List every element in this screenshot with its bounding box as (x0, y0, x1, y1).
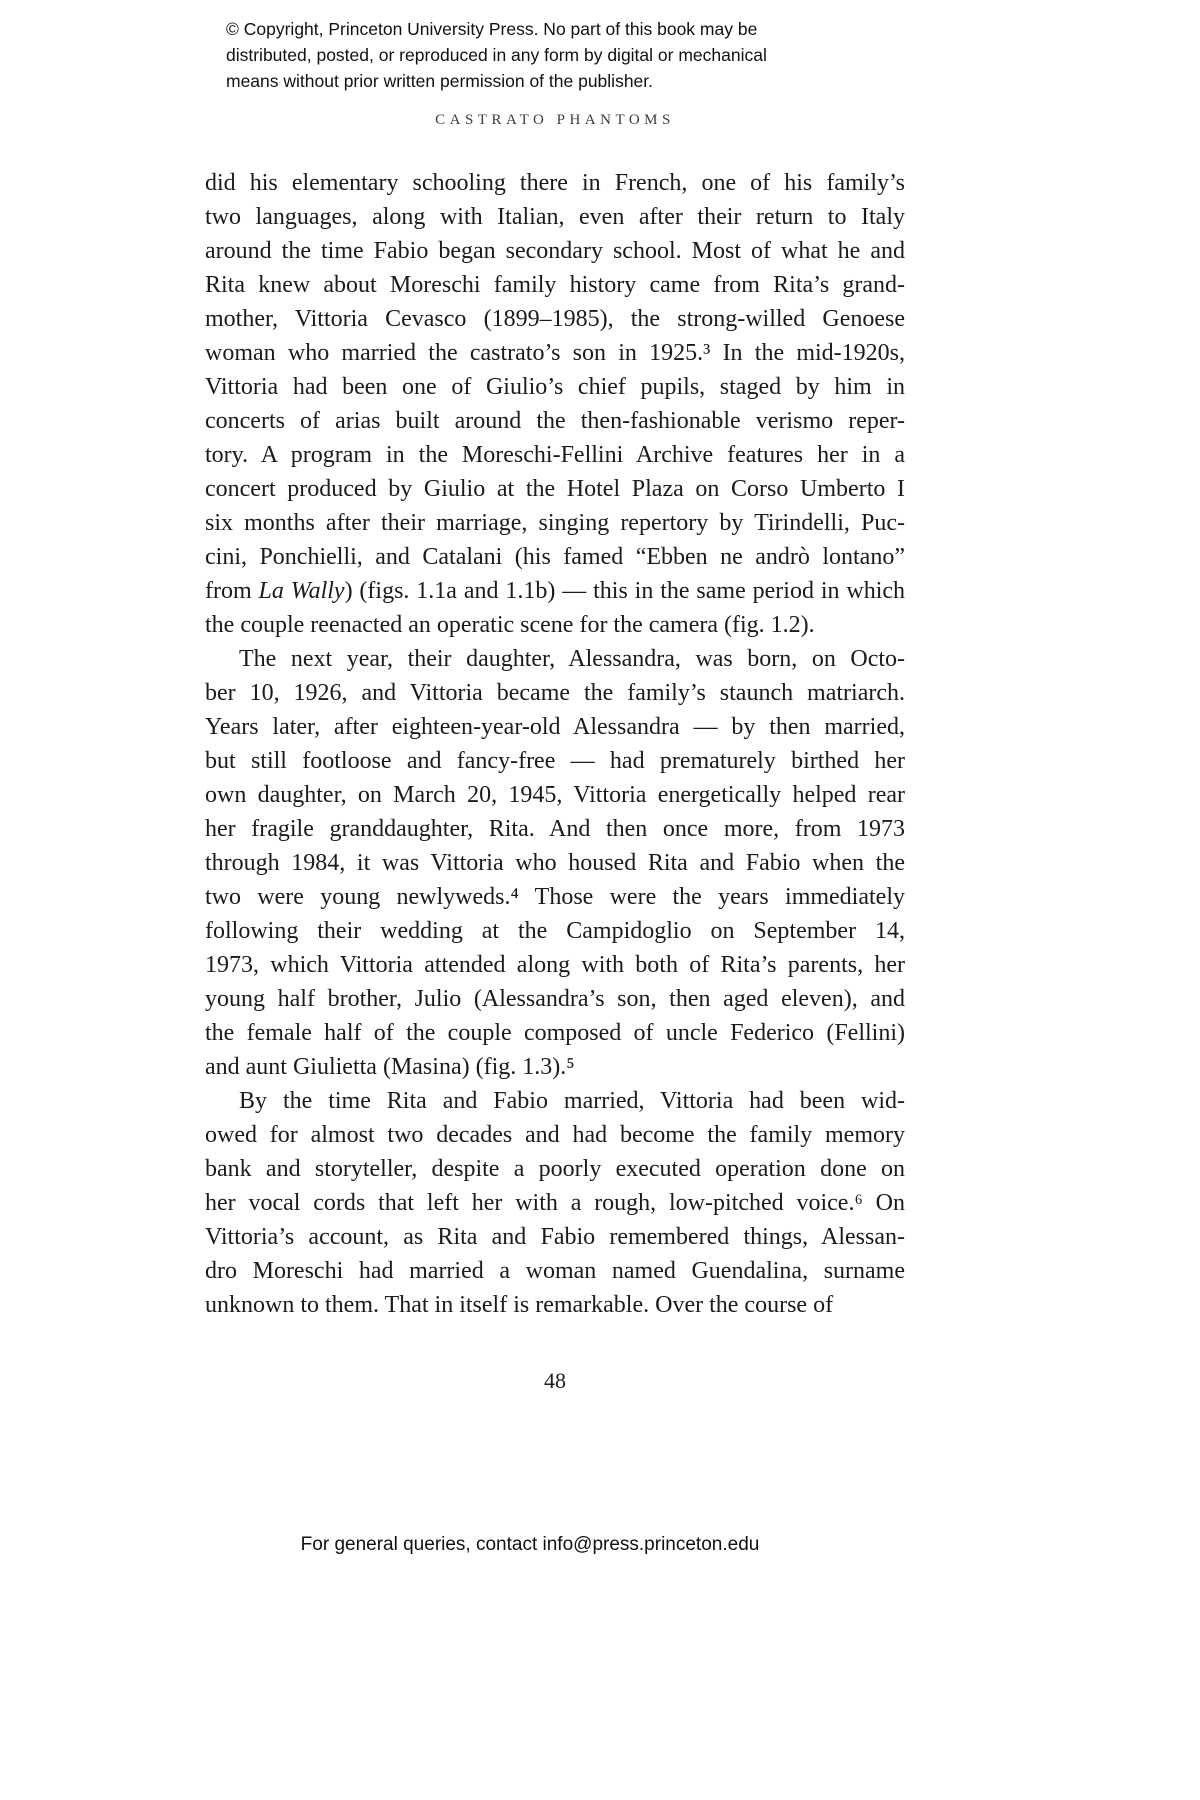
text-line: two languages, along with Italian, even after their return to Italy (205, 204, 905, 230)
text-line: By the time Rita and Fabio married, Vittoria had been wid- (239, 1088, 905, 1114)
copyright-line: © Copyright, Princeton University Press. No part of this book may be (226, 19, 758, 39)
running-header: CASTRATO PHANTOMS (435, 112, 675, 128)
text-line: Vittoria’s account, as Rita and Fabio remembered things, Alessan- (205, 1224, 905, 1250)
text-line: mother, Vittoria Cevasco (1899–1985), the strong-willed Genoese (205, 306, 905, 332)
copyright-line: means without prior written permission of the publisher. (226, 71, 654, 91)
text-line: Rita knew about Moreschi family history came from Rita’s grand- (205, 272, 905, 298)
body-text (205, 166, 905, 1322)
text-line: but still footloose and fancy-free — had prematurely birthed her (205, 748, 905, 774)
text-line: concerts of arias built around the then-fashionable verismo reper- (205, 408, 905, 434)
paragraph (205, 642, 905, 1084)
paragraph (205, 1084, 905, 1322)
text-line: Years later, after eighteen-year-old Alessandra — by then married, (205, 714, 905, 740)
copyright-line: distributed, posted, or reproduced in any form by digital or mechanical (226, 45, 767, 65)
text-line: dro Moreschi had married a woman named Guendalina, surname (205, 1258, 905, 1284)
text-line: the female half of the couple composed of uncle Federico (Fellini) (205, 1020, 905, 1046)
text-line: concert produced by Giulio at the Hotel Plaza on Corso Umberto I (205, 476, 905, 502)
paragraph (205, 166, 905, 642)
text-line: tory. A program in the Moreschi-Fellini Archive features her in a (205, 442, 905, 468)
text-line: woman who married the castrato’s son in 1925.³ In the mid-1920s, (205, 340, 905, 366)
text-line: the couple reenacted an operatic scene for the camera (fig. 1.2). (205, 612, 815, 638)
text-line: The next year, their daughter, Alessandra, was born, on Octo- (239, 646, 905, 672)
text-line: Vittoria had been one of Giulio’s chief pupils, staged by him in (205, 374, 905, 400)
text-line: her fragile granddaughter, Rita. And then once more, from 1973 (205, 816, 905, 842)
text-line: 1973, which Vittoria attended along with both of Rita’s parents, her (205, 952, 905, 978)
copyright-notice (226, 16, 866, 94)
text-line: from La Wally) (figs. 1.1a and 1.1b) — this in the same period in which (205, 578, 906, 604)
text-line: her vocal cords that left her with a rough, low-pitched voice.⁶ On (205, 1190, 905, 1216)
text-line: two were young newlyweds.⁴ Those were the years immediately (205, 884, 905, 910)
text-line: ber 10, 1926, and Vittoria became the family’s staunch matriarch. (205, 680, 905, 706)
text-line: own daughter, on March 20, 1945, Vittoria energetically helped rear (205, 782, 905, 808)
page-number: 48 (544, 1368, 566, 1393)
text-line: did his elementary schooling there in French, one of his family’s (205, 170, 905, 196)
text-line: six months after their marriage, singing repertory by Tirindelli, Puc- (205, 510, 905, 536)
text-line: bank and storyteller, despite a poorly executed operation done on (205, 1156, 905, 1182)
text-line: cini, Ponchielli, and Catalani (his famed “Ebben ne andrò lontano” (205, 544, 905, 570)
text-line: around the time Fabio began secondary school. Most of what he and (205, 238, 905, 264)
text-line: following their wedding at the Campidoglio on September 14, (205, 918, 905, 944)
footer-contact-line: For general queries, contact info@press.princeton.edu (300, 1534, 760, 1555)
text-line: through 1984, it was Vittoria who housed Rita and Fabio when the (205, 850, 905, 876)
text-line: owed for almost two decades and had become the family memory (205, 1122, 905, 1148)
text-line: and aunt Giulietta (Masina) (fig. 1.3).⁵ (205, 1054, 575, 1080)
text-line: unknown to them. That in itself is remarkable. Over the course of (205, 1292, 834, 1318)
text-line: young half brother, Julio (Alessandra’s son, then aged eleven), and (205, 986, 905, 1012)
